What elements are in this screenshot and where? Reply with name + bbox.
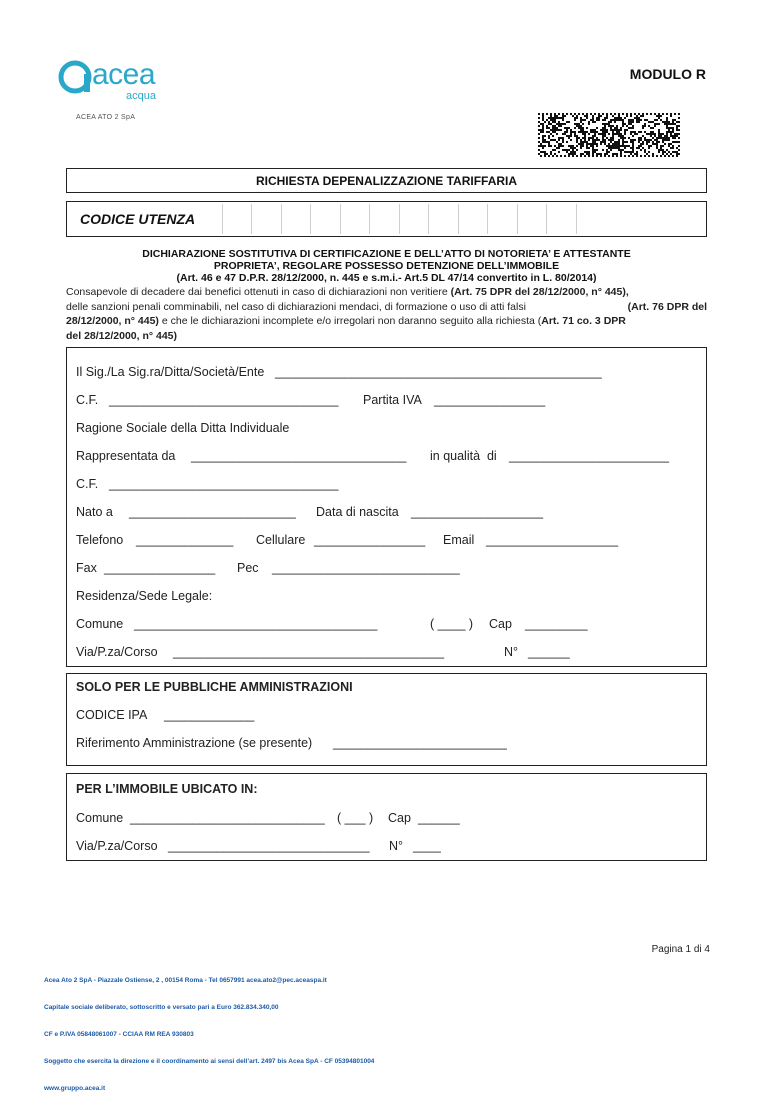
module-label: MODULO R xyxy=(629,66,706,82)
telefono-field[interactable]: ______________ xyxy=(136,533,234,547)
immobile-comune-field[interactable]: ____________________________ xyxy=(130,811,325,825)
company-logo xyxy=(58,56,168,126)
public-administration-box xyxy=(66,673,707,766)
telefono-label: Telefono xyxy=(76,533,124,547)
qualita-field[interactable]: _______________________ xyxy=(509,449,669,463)
email-label: Email xyxy=(443,533,475,547)
logo-subbrand: acqua xyxy=(126,90,156,102)
riferimento-field[interactable]: _________________________ xyxy=(333,736,507,750)
rappresentata-label: Rappresentata da xyxy=(76,449,176,463)
applicant-form xyxy=(66,347,707,667)
immobile-numero-label: N° xyxy=(389,839,404,853)
data-nascita-label: Data di nascita xyxy=(316,505,399,519)
declaration-paragraph: Consapevole di decadere dai benefici ottenuti in caso di dichiarazioni non veritiere (Art. 75 DPR del 28/12/2000, n° 445), delle sanzioni penali comminabili, nel caso di dichiarazioni mendaci, di formazione o uso di atti falsi (Art. 76 DPR del 28/12/2000, n° 445) e che le dichiarazioni incomplete e/o irregolari non daranno seguito alla richiesta (Art. 71 co. 3 DPR del 28/12/2000, n° 445) xyxy=(66,286,707,342)
data-nascita-field[interactable]: ___________________ xyxy=(411,505,544,519)
codice-utenza-input[interactable] xyxy=(222,204,577,234)
email-field[interactable]: ___________________ xyxy=(486,533,619,547)
immobile-via-field[interactable]: _____________________________ xyxy=(168,839,370,853)
piva-label: Partita IVA xyxy=(363,393,422,407)
nato-label: Nato a xyxy=(76,505,113,519)
fax-label: Fax xyxy=(76,561,97,575)
comune-field[interactable]: ___________________________________ xyxy=(134,617,378,631)
cap-field[interactable]: _________ xyxy=(525,617,588,631)
company-footer: Acea Ato 2 SpA - Piazzale Ostiense, 2 , 00154 Roma - Tel 0657991 acea.ato2@pec.aceaspa.it Capitale sociale deliberato, sottoscritto e versato pari a Euro 362.834.340,00 CF e P.IVA 05848061007 - CCIAA RM REA 930803 Soggetto che esercita la direzione e il coordinamento ai sensi dell’art. 2497 bis Acea SpA - CF 05394801004 www.gruppo.acea.it xyxy=(44,977,375,1092)
property-location-box xyxy=(66,773,707,861)
residenza-label: Residenza/Sede Legale: xyxy=(76,589,213,603)
logo-tagline: ACEA ATO 2 SpA xyxy=(76,114,136,121)
riferimento-label: Riferimento Amministrazione (se presente) xyxy=(76,736,313,750)
sig-field[interactable]: _______________________________________________ xyxy=(275,365,602,379)
piva-field[interactable]: ________________ xyxy=(434,393,546,407)
page-title: RICHIESTA DEPENALIZZAZIONE TARIFFARIA xyxy=(255,174,518,188)
website-link[interactable]: www.gruppo.acea.it xyxy=(44,1085,106,1092)
logo-brand: acea xyxy=(92,58,156,91)
immobile-cap-label: Cap xyxy=(388,811,411,825)
title-box xyxy=(66,168,707,193)
acea-logo-mark xyxy=(58,60,92,94)
pec-label: Pec xyxy=(237,561,259,575)
immobile-comune-label: Comune xyxy=(76,811,124,825)
fax-field[interactable]: ________________ xyxy=(104,561,216,575)
cf-field[interactable]: _________________________________ xyxy=(109,393,339,407)
cellulare-label: Cellulare xyxy=(256,533,306,547)
codice-utenza-box xyxy=(66,201,707,237)
immobile-provincia-field[interactable]: ( ___ ) xyxy=(337,811,374,825)
declaration-heading: DICHIARAZIONE SOSTITUTIVA DI CERTIFICAZIONE E DELL’ATTO DI NOTORIETA’ E ATTESTANTE PROPRIETA’, REGOLARE POSSESSO DETENZIONE DELL’IMMOBILE (Art. 46 e 47 D.P.R. 28/12/2000, n. 445 e s.m.i.- Art.5 DL 47/14 convertito in L. 80/2014) xyxy=(142,248,631,284)
cf2-field[interactable]: _________________________________ xyxy=(109,477,339,491)
immobile-heading: PER L’IMMOBILE UBICATO IN: xyxy=(76,782,258,796)
cf2-label: C.F. xyxy=(76,477,99,491)
qualita-label: in qualità di xyxy=(430,449,497,463)
numero-field[interactable]: ______ xyxy=(528,645,570,659)
page-number: Pagina 1 di 4 xyxy=(651,944,710,955)
cellulare-field[interactable]: ________________ xyxy=(314,533,426,547)
barcode-icon xyxy=(538,113,680,157)
nato-field[interactable]: ________________________ xyxy=(129,505,296,519)
rappresentata-field[interactable]: _______________________________ xyxy=(191,449,407,463)
sig-label: Il Sig./La Sig.ra/Ditta/Società/Ente xyxy=(76,365,265,379)
codice-ipa-field[interactable]: _____________ xyxy=(164,708,255,722)
pec-field[interactable]: ___________________________ xyxy=(272,561,460,575)
immobile-via-label: Via/P.za/Corso xyxy=(76,839,158,853)
immobile-cap-field[interactable]: ______ xyxy=(418,811,460,825)
via-field[interactable]: _______________________________________ xyxy=(173,645,445,659)
cap-label: Cap xyxy=(489,617,512,631)
immobile-numero-field[interactable]: ____ xyxy=(413,839,441,853)
cf-label: C.F. xyxy=(76,393,99,407)
numero-label: N° xyxy=(504,645,519,659)
via-label: Via/P.za/Corso xyxy=(76,645,158,659)
comune-label: Comune xyxy=(76,617,124,631)
codice-ipa-label: CODICE IPA xyxy=(76,708,148,722)
ragione-sociale-label: Ragione Sociale della Ditta Individuale xyxy=(76,421,290,435)
pa-heading: SOLO PER LE PUBBLICHE AMMINISTRAZIONI xyxy=(76,680,353,694)
codice-utenza-label: CODICE UTENZA xyxy=(80,211,196,227)
provincia-field[interactable]: ( ____ ) xyxy=(430,617,474,631)
